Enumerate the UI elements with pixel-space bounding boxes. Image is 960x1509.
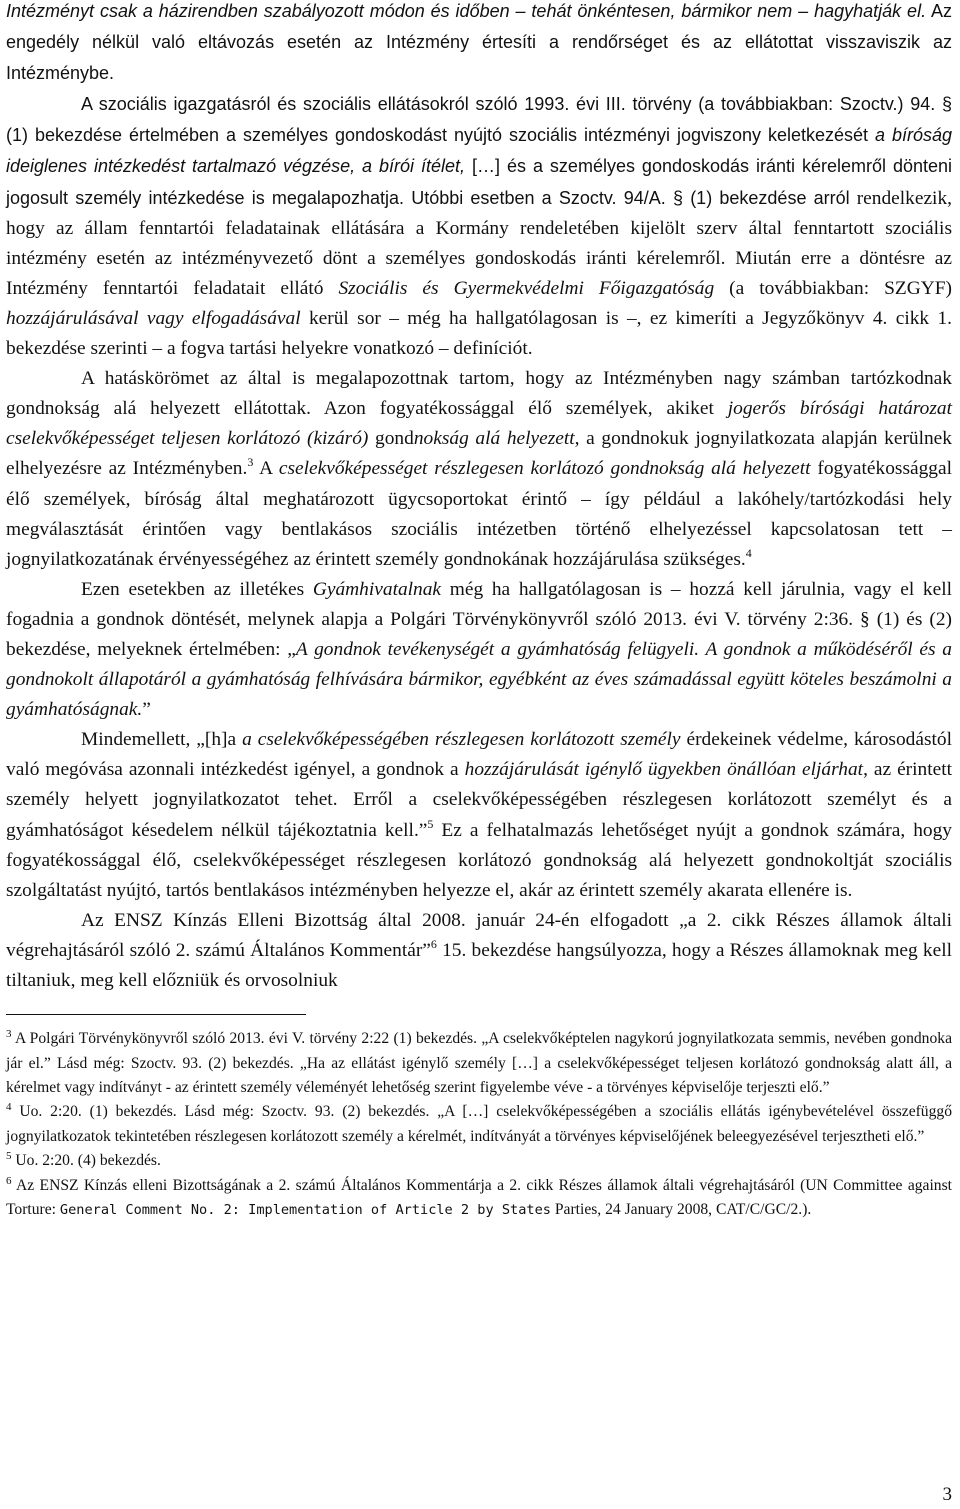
text-run: ”: [142, 699, 151, 721]
footnote-reference: 5: [6, 1150, 12, 1163]
text-run: A gondnok tevékenységét a gyámhatóság felügyeli. A gondnok a működéséről és a gondnokolt állapotáról a gyámhatóság felhívására bármikor, egyébként az éves számadással együtt köteles beszámolni a gyámhatóságnak.: [6, 638, 952, 721]
page-number: 3: [942, 1484, 952, 1505]
text-run: Az ENSZ Kínzás elleni Bizottságának a 2. számú Általános Kommentárja a 2. cikk Részes államok általi végrehajtásáról (UN Committee against Torture:: [6, 1176, 952, 1218]
text-run: (a továbbiakban: SZGYF): [714, 277, 953, 299]
text-run: Uo. 2:20. (4) bekezdés.: [11, 1152, 161, 1170]
footnote: [6, 1149, 952, 1173]
text-run: Intézményt csak a házirendben szabályozott módon és időben – tehát önkéntesen, bármikor nem – hagyhatják el.: [6, 1, 927, 21]
text-run: Ez a felhatalmazás lehetőséget nyújt a gondnok számára, hogy fogyatékossággal élő, cselekvőképességet részlegesen korlátozó gondnokság alá helyezett gondnokoltját szociális szolgáltatást nyújtó, tartós bentlakásos intézményben helyezze el, akár az érintett személy akarata ellenére is.: [6, 819, 953, 901]
text-run: nokság alá helyezett: [413, 428, 575, 450]
text-run: A: [253, 458, 279, 480]
text-run: jogerős bírósági határozat cselekvőképességet teljesen korlátozó (kizáró): [6, 398, 953, 450]
text-run: hozzájárulásával vagy elfogadásával: [6, 307, 301, 329]
text-run: A Polgári Törvénykönyvről szóló 2013. évi V. törvény 2:22 (1) bekezdés. „A cselekvőképtelen nagykorú jognyilatkozata semmis, nevében gondnoka jár el.” Lásd még: Szoctv. 93. (2) bekezdés. „Ha az ellátást igénylő személy […] a cselekvőképességet teljesen korlátozó gondnokság alatt áll, a kérelmet vagy indítványt - az érintett személy véleményét lehetőség szerint figyelembe véve - a törvényes képviselője terjeszti elő.”: [6, 1030, 952, 1096]
text-run: Parties, 24 January 2008, CAT/C/GC/2.).: [550, 1200, 812, 1218]
text-run: , az érintett személy helyett jognyilatkozatot tehet. Erről a cselekvőképességében részlegesen korlátozott személyt és a gyámhatóságot késedelem nélkül tájékoztatnia kell.”: [6, 759, 952, 841]
footnote-separator: [6, 1014, 306, 1015]
footnote-reference: 6: [430, 936, 437, 951]
footnote-reference: 3: [247, 455, 254, 470]
text-run: […] és a személyes gondoskodás iránti kérelemről dönteni jogosult személy intézkedése is megalapozhatja. Utóbbi esetben a Szoctv. 94/A. § (1) bekezdése arról: [6, 156, 953, 208]
paragraph: [6, 575, 952, 725]
paragraph: [6, 0, 952, 89]
footnotes: [6, 1027, 952, 1222]
text-run: General Comment No. 2: Implementation of Article 2 by States: [59, 1201, 551, 1218]
footnote: [6, 1100, 952, 1149]
text-run: 15. bekezdése hangsúlyozza, hogy a Részes államoknak meg kell tiltaniuk, meg kell előzniük és orvosolniuk: [6, 939, 952, 991]
text-run: , a gondnokuk jognyilatkozata alapján kerülnek elhelyezésre az Intézményben.: [6, 428, 952, 480]
text-run: A szociális igazgatásról és szociális ellátásokról szóló 1993. évi III. törvény (a továbbiakban: Szoctv.) 94. § (1) bekezdése értelmében a személyes gondoskodást nyújtó szociális intézményi jogviszony keletkezését: [6, 94, 952, 146]
text-run: A hatáskörömet az által is megalapozottnak tartom, hogy az Intézményben nagy számban tartózkodnak gondnokság alá helyezett ellátottak. Azon fogyatékossággal élő személyek, akiket: [6, 368, 952, 420]
text-run: Mindemellett, „[h]a: [81, 729, 243, 751]
footnote: [6, 1174, 952, 1223]
text-run: kerül sor – még ha hallgatólagosan is –, ez kimeríti a Jegyzőkönyv 4. cikk 1. bekezdése szerinti – a fogva tartási helyekre vonatkozó – definíciót.: [6, 307, 953, 360]
paragraph: [6, 364, 952, 575]
footnote-reference: 5: [427, 816, 434, 831]
footnote: [6, 1027, 952, 1100]
footnote-reference: 3: [6, 1028, 12, 1041]
text-run: még ha hallgatólagosan is – hozzá kell járulnia, vagy el kell fogadnia a gondnok döntését, melynek alapja a Polgári Törvénykönyvről szóló 2013. évi V. törvény 2:36. § (1) és (2) bekezdése, melyeknek értelmében: „: [6, 578, 952, 660]
text-run: hozzájárulását igénylő ügyekben önállóan eljárhat: [464, 759, 864, 781]
paragraph: [6, 906, 952, 996]
footnote-reference: 4: [6, 1101, 12, 1114]
text-run: rendelkezik, hogy az állam fenntartói feladatainak ellátására a Kormány rendeletében kijelölt szerv által fenntartott szociális intézmény esetén az intézményvezető dönt a személyes gondoskodás iránti kérelemről. Miután erre a döntésre az Intézmény fenntartói feladatait ellátó: [6, 187, 952, 299]
text-run: Szociális és Gyermekvédelmi Főigazgatóság: [338, 277, 715, 299]
text-run: a cselekvőképességében részlegesen korlátozott személy: [242, 729, 681, 751]
footnote-reference: 6: [6, 1174, 12, 1187]
text-run: Az ENSZ Kínzás Elleni Bizottság által 2008. január 24-én elfogadott „a 2. cikk Részes államok általi végrehajtásáról szóló 2. számú Általános Kommentár”: [6, 909, 952, 961]
text-run: Uo. 2:20. (1) bekezdés. Lásd még: Szoctv. 93. (2) bekezdés. „A […] cselekvőképességében a szociális ellátás igénybevételével összefüggő jognyilatkozatok tekintetében részlegesen korlátozott személy a kérelmét, indítványát a törvényes képviselőjének beleegyezésével terjesztheti elő.”: [6, 1103, 952, 1145]
paragraph: [6, 89, 952, 364]
body-text: [6, 0, 952, 996]
text-run: fogyatékossággal élő személyek, bíróság által meghatározott ügycsoportokat érintő – így például a lakóhely/tartózkodási hely megválasztását érintően vagy bentlakásos szociális intézetben történő elhelyezéssel kapcsolatosan tett – jognyilatkozatának érvényességéhez az érintett személy gondnokának hozzájárulása szükséges.: [6, 458, 952, 570]
text-run: Ezen esetekben az illetékes: [81, 578, 313, 600]
text-run: a bíróság ideiglenes intézkedést tartalmazó végzése, a bírói ítélet,: [6, 125, 952, 177]
text-run: érdekeinek védelme, károsodástól való megóvása azonnali intézkedést igényel, a gondnok a: [6, 729, 952, 781]
footnote-reference: 4: [745, 545, 752, 560]
paragraph: [6, 725, 952, 906]
text-run: gond: [368, 428, 414, 450]
text-run: cselekvőképességet részlegesen korlátozó gondnokság alá helyezett: [278, 458, 811, 480]
text-run: Gyámhivatalnak: [312, 578, 442, 600]
text-run: Az engedély nélkül való eltávozás esetén az Intézmény értesíti a rendőrséget és az ellátottat visszaviszik az Intézménybe.: [6, 1, 952, 84]
